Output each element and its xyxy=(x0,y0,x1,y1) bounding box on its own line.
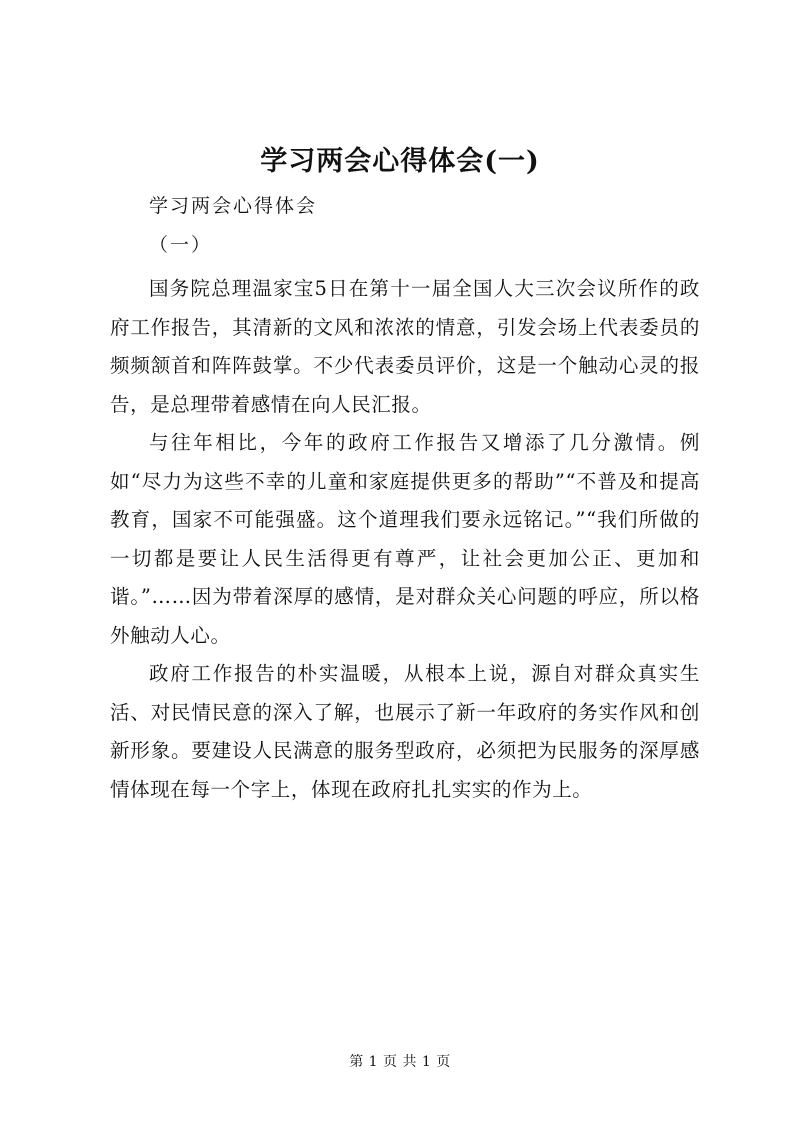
section-label: （一） xyxy=(149,234,213,256)
paragraph-3: 政府工作报告的朴实温暖，从根本上说，源自对群众真实生活、对民情民意的深入了解，也展示了新一年政府的务实作风和创新形象。要建设人民满意的服务型政府，必须把为民服务的深厚感情体现在每一个字上，体现在政府扎扎实实的作为上。 xyxy=(110,662,700,801)
document-subtitle: 学习两会心得体会 xyxy=(149,195,318,217)
paragraph-1: 国务院总理温家宝5日在第十一届全国人大三次会议所作的政府工作报告，其清新的文风和浓浓的情意，引发会场上代表委员的频频颔首和阵阵鼓掌。不少代表委员评价，这是一个触动心灵的报告，是总理带着感情在向人民汇报。 xyxy=(110,277,700,416)
paragraph-2: 与往年相比，今年的政府工作报告又增添了几分激情。例如“尽力为这些不幸的儿童和家庭提供更多的帮助”“不普及和提高教育，国家不可能强盛。这个道理我们要永远铭记。”“我们所做的一切都是要让人民生活得更有尊严，让社会更加公正、更加和谐。”……因为带着深厚的感情，是对群众关心问题的呼应，所以格外触动人心。 xyxy=(110,431,700,647)
page-footer: 第 1 页 共 1 页 xyxy=(349,1054,451,1070)
document-title: 学习两会心得体会(一) xyxy=(260,146,540,177)
document-body xyxy=(110,270,700,809)
